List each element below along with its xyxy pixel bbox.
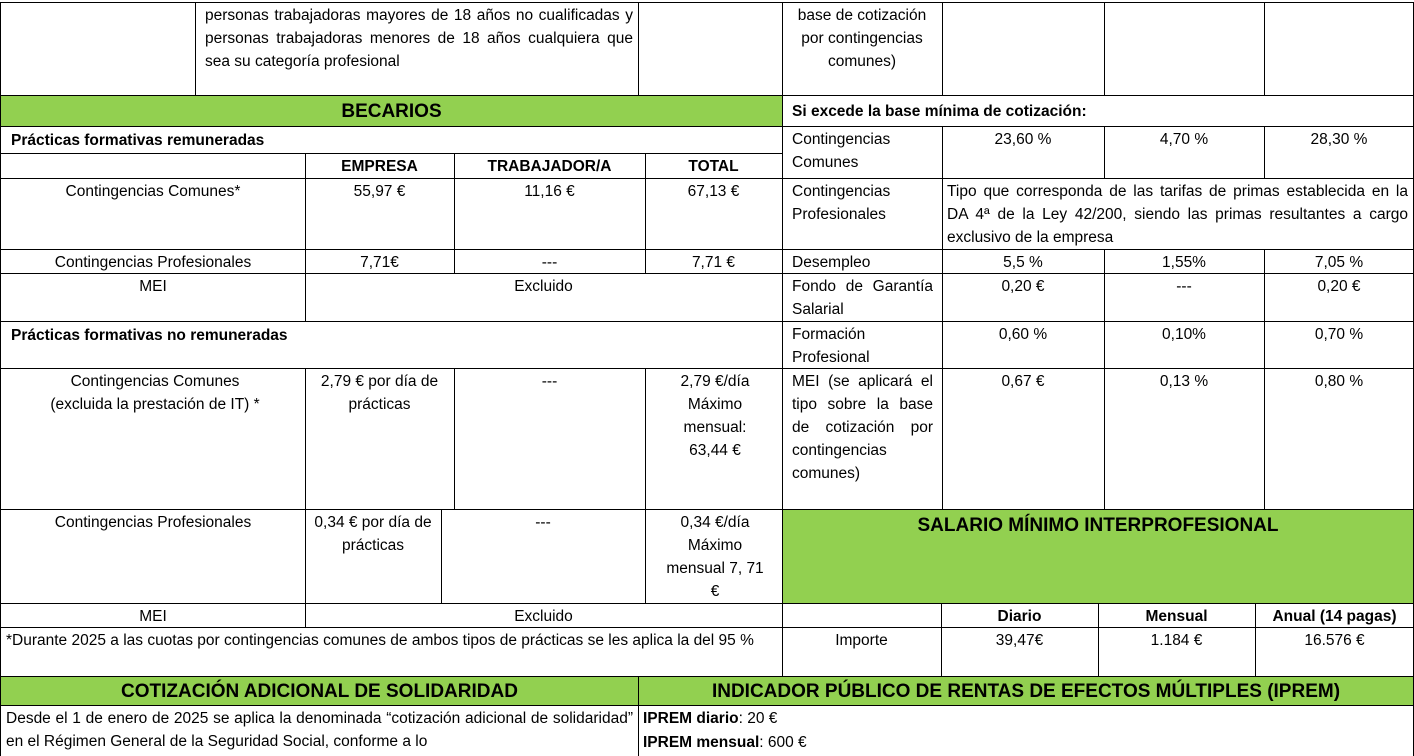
smi-mensual: 1.184 € bbox=[1150, 632, 1203, 649]
rem-cc-empresa: 55,97 € bbox=[353, 183, 406, 200]
exc-cc-empresa: 23,60 % bbox=[994, 131, 1052, 148]
top-base-text: base de cotización por contingencias comunes) bbox=[797, 7, 927, 70]
rem-mei-concept: MEI bbox=[139, 278, 167, 295]
exc-fp-trabajador: 0,10% bbox=[1162, 326, 1206, 343]
becarios-footnote: *Durante 2025 a las cuotas por contingencias comunes de ambos tipos de prácticas se les aplica la del 95 % bbox=[6, 632, 754, 649]
norem-cc-empresa: 2,79 € por día de prácticas bbox=[320, 373, 439, 413]
exc-cc-total: 28,30 % bbox=[1310, 131, 1368, 148]
exc-desempleo-empresa: 5,5 % bbox=[1003, 254, 1043, 271]
norem-cc-total: 2,79 €/día Máximo mensual: 63,44 € bbox=[680, 373, 750, 459]
rem-cc-total: 67,13 € bbox=[687, 183, 740, 200]
rem-cp-trabajador: --- bbox=[541, 254, 558, 271]
grid-line bbox=[0, 676, 1414, 677]
grid-line bbox=[782, 2, 783, 677]
rem-mei-value: Excluido bbox=[514, 278, 573, 295]
col-total: TOTAL bbox=[688, 158, 739, 175]
grid-line bbox=[0, 368, 1414, 369]
grid-line bbox=[441, 509, 442, 604]
grid-line bbox=[0, 249, 1414, 250]
exc-fp-empresa: 0,60 % bbox=[998, 326, 1048, 343]
iprem-mensual-label: IPREM mensual bbox=[643, 734, 760, 751]
exc-fogasa-empresa: 0,20 € bbox=[1001, 278, 1045, 295]
smi-col-diario: Diario bbox=[997, 608, 1042, 625]
grid-line bbox=[195, 2, 196, 96]
exc-cc-concept: Contingencias Comunes bbox=[792, 131, 891, 171]
grid-line bbox=[1098, 603, 1099, 677]
grid-line bbox=[0, 273, 1414, 274]
exc-fogasa-concept: Fondo de Garantía Salarial bbox=[792, 278, 933, 318]
exc-cc-trabajador: 4,70 % bbox=[1159, 131, 1209, 148]
exc-cp-concept: Contingencias Profesionales bbox=[792, 183, 891, 223]
rem-cc-trabajador: 11,16 € bbox=[524, 183, 575, 200]
rem-cp-concept: Contingencias Profesionales bbox=[54, 254, 252, 271]
smi-col-mensual: Mensual bbox=[1145, 608, 1208, 625]
grid-line bbox=[1264, 2, 1265, 96]
grid-line bbox=[0, 2, 1, 756]
col-empresa: EMPRESA bbox=[341, 158, 418, 175]
grid-line bbox=[941, 603, 942, 677]
grid-line bbox=[0, 705, 1414, 706]
grid-line bbox=[0, 2, 1414, 3]
iprem-title: INDICADOR PÚBLICO DE RENTAS DE EFECTOS MÚLTIPLES (IPREM) bbox=[711, 681, 1341, 702]
grid-line bbox=[942, 178, 943, 250]
grid-line bbox=[454, 153, 455, 274]
norem-cc-concept: Contingencias Comunes (excluida la prestación de IT) * bbox=[50, 373, 260, 413]
grid-line bbox=[1104, 2, 1105, 96]
exc-desempleo-total: 7,05 % bbox=[1314, 254, 1364, 271]
exc-fogasa-total: 0,20 € bbox=[1317, 278, 1361, 295]
grid-line bbox=[0, 153, 782, 154]
grid-line bbox=[942, 2, 943, 96]
grid-line bbox=[1255, 603, 1256, 677]
exc-desempleo-trabajador: 1,55% bbox=[1162, 254, 1206, 271]
norem-cp-total: 0,34 €/día Máximo mensual 7, 71 € bbox=[666, 514, 764, 600]
grid-line bbox=[305, 153, 306, 321]
grid-line bbox=[0, 627, 1414, 628]
grid-line bbox=[942, 126, 943, 179]
grid-line bbox=[638, 2, 639, 96]
grid-line bbox=[0, 178, 1414, 179]
smi-anual: 16.576 € bbox=[1304, 632, 1365, 649]
becarios-title: BECARIOS bbox=[341, 101, 442, 122]
grid-line bbox=[0, 126, 1414, 127]
grid-line bbox=[645, 368, 646, 604]
grid-line bbox=[1264, 126, 1265, 179]
iprem-diario-value: : 20 € bbox=[738, 710, 778, 727]
grid-line bbox=[1104, 249, 1105, 510]
top-category-text: personas trabajadoras mayores de 18 años no cualificadas y personas trabajadoras menores de 18 años cualquiera que sea su categoría profesional bbox=[205, 7, 633, 70]
grid-line bbox=[454, 368, 455, 509]
grid-line bbox=[645, 153, 646, 274]
exc-mei-empresa: 0,67 € bbox=[1001, 373, 1045, 390]
grid-line bbox=[0, 321, 1414, 322]
exc-fp-concept: Formación Profesional bbox=[792, 326, 870, 366]
grid-line bbox=[0, 95, 1414, 96]
grid-line bbox=[1264, 249, 1265, 510]
grid-line bbox=[1104, 126, 1105, 179]
grid-line bbox=[0, 603, 1414, 604]
norem-mei-value: Excluido bbox=[514, 608, 573, 625]
norem-mei-concept: MEI bbox=[139, 608, 167, 625]
exc-mei-total: 0,80 % bbox=[1314, 373, 1364, 390]
rem-cp-total: 7,71 € bbox=[691, 254, 736, 271]
col-trabajador: TRABAJADOR/A bbox=[487, 158, 612, 175]
excede-title: Si excede la base mínima de cotización: bbox=[792, 103, 1087, 120]
rem-cp-empresa: 7,71€ bbox=[360, 254, 399, 271]
solidaridad-title: COTIZACIÓN ADICIONAL DE SOLIDARIDAD bbox=[121, 681, 518, 702]
exc-cp-note: Tipo que corresponda de las tarifas de primas establecida en la DA 4ª de la Ley 42/200, siendo las primas resultantes a cargo exclusivo de la empresa bbox=[947, 183, 1408, 246]
norem-cp-concept: Contingencias Profesionales bbox=[54, 514, 252, 531]
grid-line bbox=[305, 368, 306, 627]
smi-title: SALARIO MÍNIMO INTERPROFESIONAL bbox=[917, 515, 1279, 536]
smi-diario: 39,47€ bbox=[995, 632, 1044, 649]
no-remuneradas-title: Prácticas formativas no remuneradas bbox=[11, 327, 288, 344]
rem-cc-concept: Contingencias Comunes* bbox=[65, 183, 241, 200]
grid-line bbox=[942, 249, 943, 510]
iprem-mensual-value: : 600 € bbox=[759, 734, 807, 751]
iprem-diario bbox=[643, 706, 1343, 731]
iprem-diario-label: IPREM diario bbox=[643, 710, 739, 727]
smi-col-anual: Anual (14 pagas) bbox=[1272, 608, 1397, 625]
smi-row-label: Importe bbox=[835, 632, 888, 649]
exc-desempleo-concept: Desempleo bbox=[792, 254, 871, 271]
norem-cp-trabajador: --- bbox=[535, 514, 551, 531]
grid-line bbox=[638, 676, 639, 756]
solidaridad-text: Desde el 1 de enero de 2025 se aplica la denominada “cotización adicional de solidaridad” en el Régimen General de la Seguridad Social, conforme a lo bbox=[6, 710, 633, 750]
grid-line bbox=[0, 509, 1414, 510]
norem-cp-empresa: 0,34 € por día de prácticas bbox=[314, 514, 432, 554]
remuneradas-title: Prácticas formativas remuneradas bbox=[11, 132, 265, 149]
norem-cc-trabajador: --- bbox=[541, 373, 558, 390]
exc-mei-trabajador: 0,13 % bbox=[1159, 373, 1209, 390]
exc-fp-total: 0,70 % bbox=[1314, 326, 1364, 343]
exc-fogasa-trabajador: --- bbox=[1176, 278, 1192, 295]
exc-mei-concept: MEI (se aplicará el tipo sobre la base de cotización por contingencias comunes) bbox=[792, 373, 933, 482]
iprem-mensual bbox=[643, 730, 1343, 755]
